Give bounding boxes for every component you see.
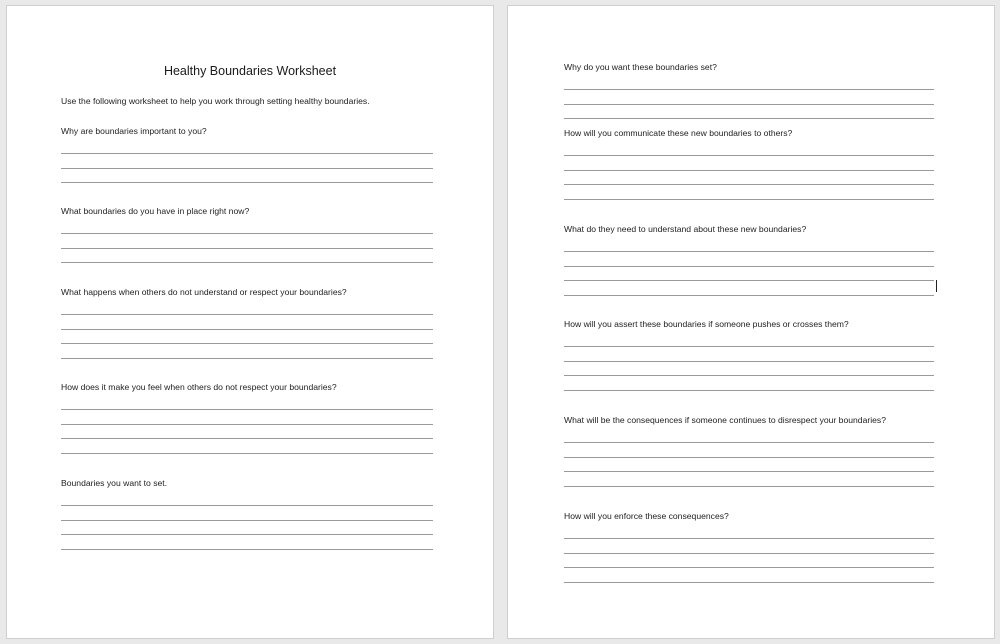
answer-line[interactable] [61, 535, 433, 549]
question-block [61, 478, 433, 550]
answer-line[interactable] [61, 410, 433, 424]
answer-line[interactable] [61, 344, 433, 358]
question-block [564, 62, 934, 119]
answer-line[interactable] [61, 396, 433, 410]
question-block [564, 511, 934, 583]
question-text: How will you communicate these new boundaries to others? [564, 128, 793, 138]
answer-line[interactable] [564, 267, 934, 281]
answer-line[interactable] [61, 315, 433, 329]
answer-line[interactable] [61, 249, 433, 263]
question-text: Why do you want these boundaries set? [564, 62, 717, 72]
answer-line[interactable] [564, 568, 934, 582]
answer-line[interactable] [61, 330, 433, 344]
question-block [61, 287, 433, 359]
question-text: How does it make you feel when others do not respect your boundaries? [61, 382, 337, 392]
answer-line[interactable] [564, 443, 934, 457]
question-text: What do they need to understand about these new boundaries? [564, 224, 807, 234]
question-block [564, 128, 934, 200]
answer-line[interactable] [61, 506, 433, 520]
question-text: How will you enforce these consequences? [564, 511, 729, 521]
answer-line[interactable] [564, 238, 934, 252]
answer-line[interactable] [564, 347, 934, 361]
answer-line[interactable] [564, 429, 934, 443]
answer-line[interactable] [61, 439, 433, 453]
answer-line[interactable] [564, 362, 934, 376]
answer-line[interactable] [61, 425, 433, 439]
question-text: What boundaries do you have in place right now? [61, 206, 250, 216]
question-block [61, 206, 433, 263]
answer-line[interactable] [564, 539, 934, 553]
question-text: What happens when others do not understand or respect your boundaries? [61, 287, 347, 297]
question-block [564, 415, 934, 487]
answer-line[interactable] [564, 171, 934, 185]
answer-line[interactable] [564, 156, 934, 170]
text-cursor [936, 280, 937, 292]
answer-line[interactable] [564, 142, 934, 156]
answer-line[interactable] [564, 90, 934, 104]
answer-line[interactable] [564, 105, 934, 119]
question-text: What will be the consequences if someone continues to disrespect your boundaries? [564, 415, 886, 425]
answer-line[interactable] [564, 333, 934, 347]
question-text: Why are boundaries important to you? [61, 126, 207, 136]
answer-line[interactable] [61, 154, 433, 168]
question-text: Boundaries you want to set. [61, 478, 168, 488]
answer-line[interactable] [61, 301, 433, 315]
document-page-1 [6, 5, 494, 639]
document-page-2 [507, 5, 995, 639]
answer-line[interactable] [61, 492, 433, 506]
worksheet-title: Healthy Boundaries Worksheet [163, 64, 337, 78]
answer-line[interactable] [564, 458, 934, 472]
answer-line[interactable] [61, 169, 433, 183]
answer-line[interactable] [61, 220, 433, 234]
question-block [564, 224, 934, 296]
worksheet-intro: Use the following worksheet to help you work through setting healthy boundaries. [61, 96, 370, 106]
answer-line[interactable] [61, 521, 433, 535]
answer-line[interactable] [61, 234, 433, 248]
question-block [61, 382, 433, 454]
question-block [564, 319, 934, 391]
question-text: How will you assert these boundaries if someone pushes or crosses them? [564, 319, 849, 329]
answer-line[interactable] [61, 140, 433, 154]
answer-line[interactable] [564, 185, 934, 199]
answer-line[interactable] [564, 472, 934, 486]
answer-line[interactable] [564, 376, 934, 390]
answer-line[interactable] [564, 554, 934, 568]
answer-line[interactable] [564, 281, 934, 295]
answer-line[interactable] [564, 525, 934, 539]
question-block [61, 126, 433, 183]
answer-line[interactable] [564, 76, 934, 90]
answer-line[interactable] [564, 252, 934, 266]
